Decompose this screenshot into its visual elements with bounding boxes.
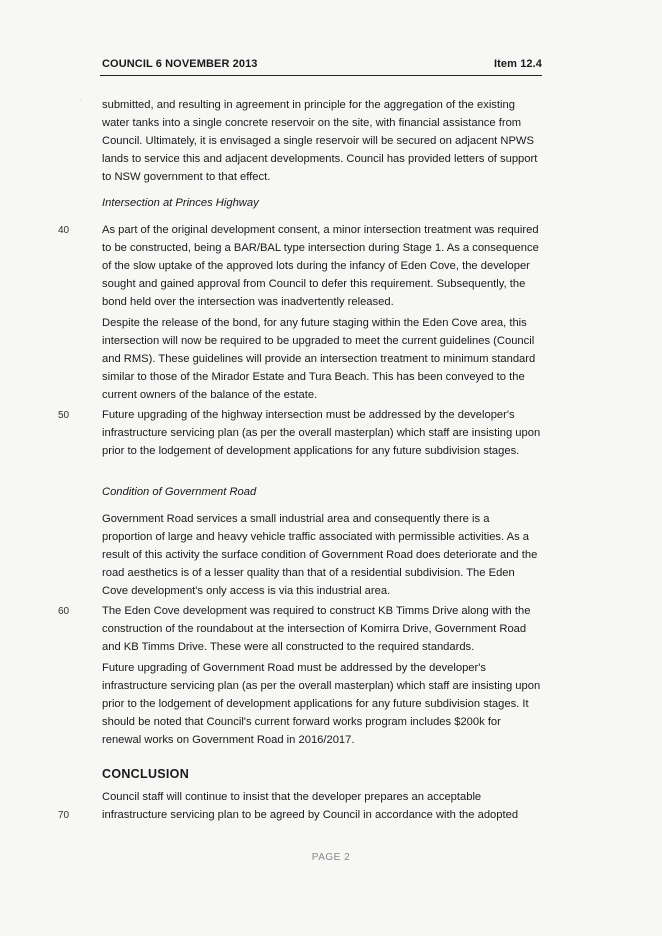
- scan-speck: .: [80, 94, 83, 103]
- subheading-intersection: [102, 194, 542, 212]
- paragraph-text: Future upgrading of the highway intersection must be addressed by the developer's infrastructure servicing plan (as per the overall masterplan) which staff are insisting upon prior to the lodgement of development applications for any future subdivision stages.: [102, 409, 541, 457]
- paragraph-kb-timms: [102, 602, 542, 656]
- page-footer: PAGE 2: [311, 852, 351, 863]
- paragraph-reservoir: [102, 96, 542, 186]
- paragraph-text: Despite the release of the bond, for any future staging within the Eden Cove area, this intersection will now be required to be upgraded to meet the current guidelines (Council and RMS). These guidelines will provide an intersection treatment to minimum standard similar to those of the Mirador Estate and Tura Beach. This has been conveyed to the current owners of the balance of the estate.: [102, 317, 536, 401]
- paragraph-bond-release: [102, 314, 542, 404]
- subheading-text: Condition of Government Road: [102, 486, 257, 498]
- paragraph-highway-upgrade: [102, 406, 542, 460]
- line-number: 40: [58, 225, 70, 236]
- line-number: 60: [58, 606, 70, 617]
- paragraph-text: Government Road services a small industrial area and consequently there is a proportion of large and heavy vehicle traffic associated with permissible activities. As a result of this activity the surface condition of Government Road does deteriorate and the road aesthetics is of a lesser quality than that of a residential subdivision. The Eden Cove development's only access is via this industrial area.: [102, 513, 538, 597]
- meeting-title: COUNCIL 6 NOVEMBER 2013: [102, 58, 258, 70]
- header-rule: [100, 75, 542, 76]
- conclusion-heading: [102, 765, 542, 783]
- item-number: Item 12.4: [494, 58, 542, 70]
- paragraph-conclusion: [102, 788, 542, 824]
- subheading-text: Intersection at Princes Highway: [102, 197, 259, 209]
- paragraph-text: Future upgrading of Government Road must be addressed by the developer's infrastructure servicing plan (as per the overall masterplan) which staff are insisting upon prior to the lodgement of development applications for any future subdivision stages. It should be noted that Council's current forward works program includes $200k for renewal works on Government Road in 2016/2017.: [102, 662, 541, 746]
- paragraph-text: submitted, and resulting in agreement in principle for the aggregation of the existing water tanks into a single concrete reservoir on the site, with financial assistance from Council. Ultimately, it is envisaged a single reservoir will be secured on adjacent NPWS lands to service this and adjacent developments. Council has provided letters of support to NSW government to that effect.: [102, 99, 538, 183]
- paragraph-original-consent: [102, 221, 542, 311]
- paragraph-government-road: [102, 510, 542, 600]
- subheading-government-road: [102, 483, 542, 501]
- paragraph-text: The Eden Cove development was required to construct KB Timms Drive along with the construction of the roundabout at the intersection of Komirra Drive, Government Road and KB Timms Drive. These were all constructed to the required standards.: [102, 605, 531, 653]
- paragraph-road-upgrade: [102, 659, 542, 749]
- paragraph-text: As part of the original development consent, a minor intersection treatment was required to be constructed, being a BAR/BAL type intersection during Stage 1. As a consequence of the slow uptake of the approved lots during the infancy of Eden Cove, the developer sought and gained approval from Council to defer this requirement. Subsequently, the bond held over the intersection was inadvertently released.: [102, 224, 539, 308]
- line-number: 70: [58, 810, 70, 821]
- page-header: [102, 58, 542, 70]
- paragraph-text: Council staff will continue to insist that the developer prepares an acceptable infrastructure servicing plan to be agreed by Council in accordance with the adopted: [102, 791, 519, 821]
- heading-text: CONCLUSION: [102, 767, 190, 781]
- line-number: 50: [58, 410, 70, 421]
